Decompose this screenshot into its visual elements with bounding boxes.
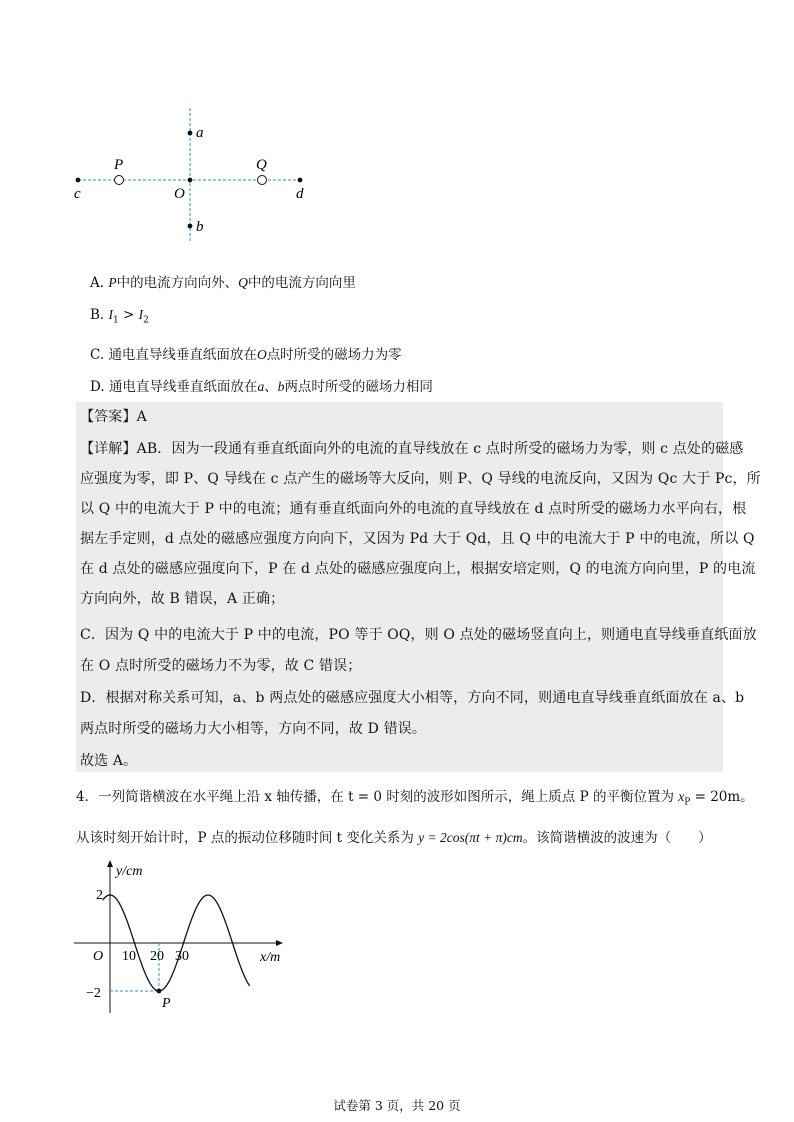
question-4-text-2a: 从该时刻开始计时，P 点的振动位移随时间 t 变化关系为 bbox=[76, 830, 419, 846]
label-q: Q bbox=[256, 157, 267, 173]
x-tick-20: 20 bbox=[150, 949, 164, 964]
answer-detail-line-1: 【详解】AB．因为一段通有垂直纸面向外的电流的直导线放在 c 点时所受的磁场力为零，则 c 点处的磁感 bbox=[80, 441, 744, 457]
option-a-var1: P bbox=[108, 275, 117, 290]
option-b-i2: I bbox=[138, 307, 144, 322]
option-a bbox=[90, 271, 356, 291]
answer-detail-line-9: D．根据对称关系可知，a、b 两点处的磁感应强度大小相等，方向不同，则通电直导线垂直纸面放在 a、b bbox=[80, 690, 745, 706]
wire-p-circle bbox=[115, 176, 124, 185]
point-o-dot bbox=[188, 178, 193, 183]
answer-conclusion: 故选 A。 bbox=[80, 753, 138, 769]
page-footer: 试卷第 3 页，共 20 页 bbox=[333, 1098, 461, 1113]
question-4-xp-sub: P bbox=[684, 797, 691, 808]
option-d-text1: 通电直导线垂直纸面放在 bbox=[108, 379, 258, 395]
answer-detail-line-4: 据左手定则，d 点处的磁感应强度方向向下，又因为 Pd 大于 Qd，且 Q 中的电流大于 P 中的电流，所以 Q bbox=[80, 531, 755, 547]
point-a-dot bbox=[188, 131, 193, 136]
option-b bbox=[90, 307, 149, 326]
option-c-letter: C. bbox=[90, 347, 105, 363]
point-b-dot bbox=[188, 224, 193, 229]
y-tick-neg2: −2 bbox=[86, 986, 101, 1001]
x-tick-30: 30 bbox=[175, 949, 189, 964]
point-p-label: P bbox=[162, 996, 171, 1011]
label-c: c bbox=[74, 186, 81, 202]
y-axis-label: y/cm bbox=[116, 864, 143, 879]
question-4-formula: y = 2cos(πt + π)cm bbox=[418, 830, 523, 845]
answer-detail-line-5: 在 d 点处的磁感应强度向下，P 在 d 点处的磁感应强度向上，根据安培定则，Q 的电流方向向里，P 的电流 bbox=[80, 561, 756, 577]
label-a: a bbox=[196, 125, 204, 141]
option-a-text2: 中的电流方向向里 bbox=[247, 275, 356, 291]
question-4-xp-var: x bbox=[678, 789, 685, 804]
question-4-text-2b: 。该简谐横波的波速为（ ） bbox=[522, 830, 712, 846]
answer-detail-line-7: C．因为 Q 中的电流大于 P 中的电流，PO 等于 OQ，则 O 点处的磁场竖直向上，则通电直导线垂直纸面放 bbox=[80, 627, 757, 643]
option-a-var2: Q bbox=[238, 275, 248, 290]
answer-detail-line-3: 以 Q 中的电流大于 P 中的电流；通有垂直纸面向外的电流的直导线放在 d 点时所受的磁场力水平向右，根 bbox=[80, 501, 747, 517]
option-b-i1: I bbox=[108, 307, 114, 322]
answer-label: 【答案】A bbox=[80, 409, 147, 425]
option-d-sep: 、 bbox=[264, 379, 278, 395]
option-a-text1: 中的电流方向向外、 bbox=[116, 275, 239, 291]
question-4-text-1b: 。 bbox=[740, 789, 754, 805]
figure-wires-diagram bbox=[60, 100, 330, 250]
question-4-line-2 bbox=[76, 826, 712, 846]
option-c-var: O bbox=[256, 347, 267, 362]
label-p: P bbox=[114, 157, 124, 173]
y-tick-2: 2 bbox=[96, 888, 103, 903]
answer-detail-line-2: 应强度为零，即 P、Q 导线在 c 点产生的磁场等大反向，则 P、Q 导线的电流反向，又因为 Qc 大于 Pc，所 bbox=[80, 471, 761, 487]
question-4-line-1 bbox=[76, 785, 754, 808]
option-a-letter: A. bbox=[90, 275, 105, 291]
answer-detail-line-10: 两点时所受的磁场力大小相等，方向不同，故 D 错误。 bbox=[80, 721, 427, 737]
option-c bbox=[90, 343, 402, 363]
option-b-sub1: 1 bbox=[113, 315, 119, 326]
option-b-op: > bbox=[118, 307, 139, 323]
point-p-dot bbox=[157, 989, 162, 994]
point-d-dot bbox=[298, 178, 303, 183]
option-d-var2: b bbox=[277, 379, 285, 394]
option-d-text2: 两点时所受的磁场力相同 bbox=[284, 379, 433, 395]
x-axis-label: x/m bbox=[260, 950, 281, 965]
option-b-sub2: 2 bbox=[143, 315, 149, 326]
x-tick-10: 10 bbox=[122, 949, 136, 964]
wire-q-circle bbox=[258, 176, 267, 185]
option-d-var1: a bbox=[257, 379, 265, 394]
question-4-text-1a: 4．一列简谐横波在水平绳上沿 x 轴传播，在 t = 0 时刻的波形如图所示，绳上质点 P 的平衡位置为 bbox=[76, 789, 679, 805]
option-c-text1: 通电直导线垂直纸面放在 bbox=[108, 347, 257, 363]
answer-detail-line-6: 方向向外，故 B 错误，A 正确； bbox=[80, 591, 285, 607]
x-tick-origin: O bbox=[93, 949, 104, 964]
label-b: b bbox=[196, 219, 204, 235]
option-d-letter: D. bbox=[90, 379, 105, 395]
label-d: d bbox=[296, 186, 304, 202]
answer-detail-line-8: 在 O 点时所受的磁场力不为零，故 C 错误； bbox=[80, 658, 362, 674]
question-4-xp-val: = 20m bbox=[690, 789, 741, 805]
option-b-letter: B. bbox=[90, 307, 105, 323]
wave-chart bbox=[60, 855, 300, 1015]
option-c-text2: 点时所受的磁场力为零 bbox=[266, 347, 402, 363]
point-c-dot bbox=[76, 178, 81, 183]
option-d bbox=[90, 375, 433, 395]
label-o: O bbox=[174, 186, 185, 202]
